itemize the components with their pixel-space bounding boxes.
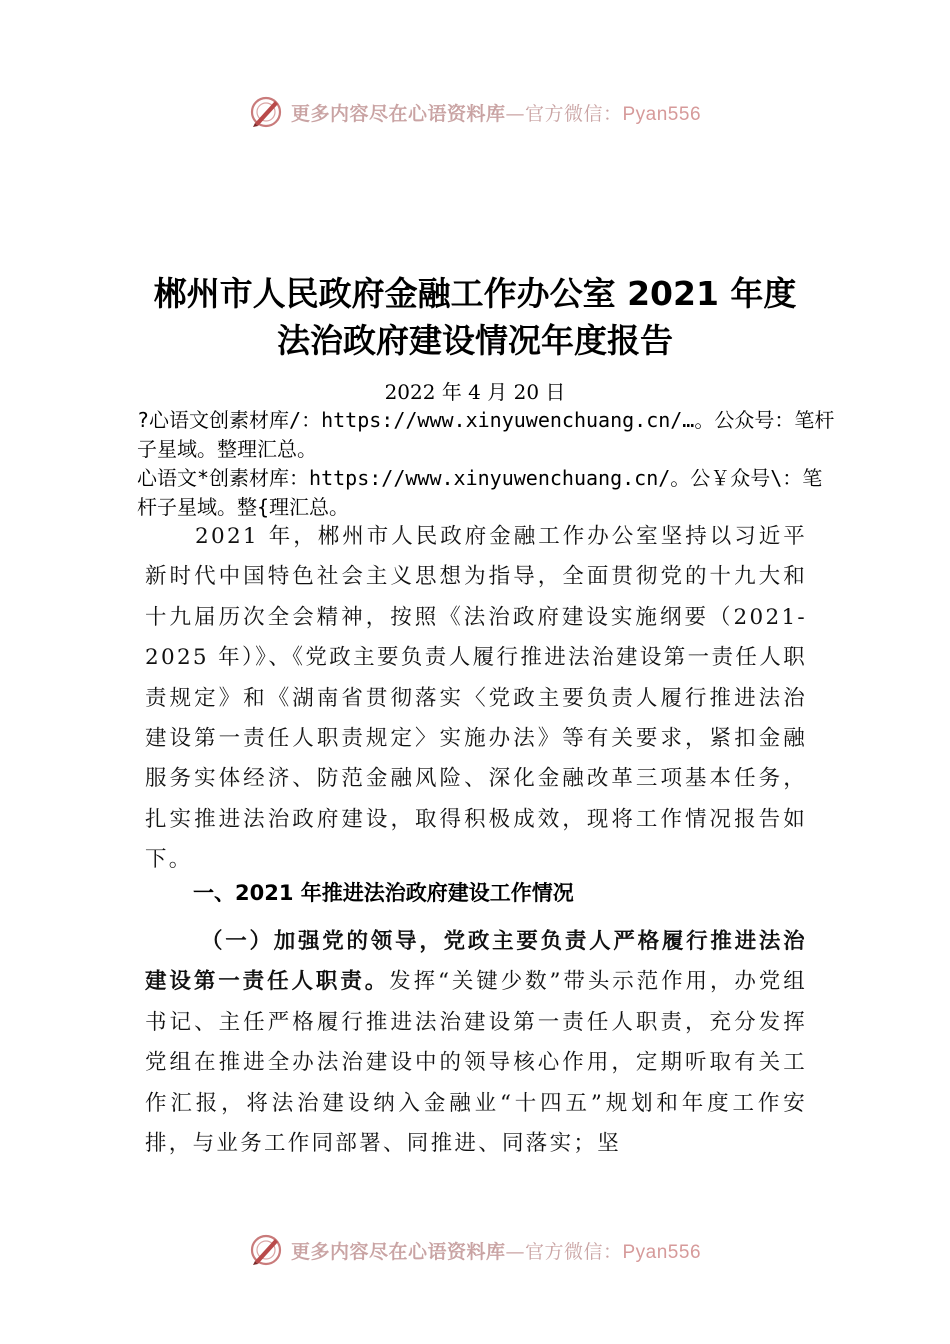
- section-heading-1: 一、2021 年推进法治政府建设工作情况: [193, 881, 574, 905]
- footer-watermark: [0, 1233, 950, 1273]
- pen-circle-logo-icon: [249, 95, 283, 129]
- watermark-separator-text: —官方微信：: [505, 1240, 623, 1263]
- source-note-2: 心语文*创素材库：https://www.xinyuwenchuang.cn/。公￥众号\：笔杆子星域。整{理汇总。: [137, 466, 823, 519]
- source-note-1: ?心语文创素材库/：https://www.xinyuwenchuang.cn/…。公众号：笔杆子星域。整理汇总。: [137, 408, 835, 461]
- subsection-paragraph-1: [145, 922, 807, 1164]
- watermark-main-text: 更多内容尽在心语资料库: [290, 102, 506, 125]
- header-watermark: [0, 95, 950, 135]
- document-title-line-1: 郴州市人民政府金融工作办公室 2021 年度: [153, 274, 797, 313]
- watermark-main-text: 更多内容尽在心语资料库: [290, 1240, 506, 1263]
- subsection-body-1: 发挥“关键少数”带头示范作用，办党组书记、主任严格履行推进法治建设第一责任人职责，充分发挥党组在推进全办法治建设中的领导核心作用，定期听取有关工作汇报，将法治建设纳入金融业“十四五”规划和年度工作安排，与业务工作同部署、同推进、同落实；坚: [145, 969, 807, 1157]
- document-date: 2022 年 4 月 20 日: [384, 380, 566, 404]
- watermark-separator-text: —官方微信：: [505, 102, 623, 125]
- watermark-wechat-id: Pyan556: [622, 1241, 702, 1263]
- subsection-heading-1: （一）加强党的领导，党政主要负责人严格履行推进法治建设第一责任人职责。: [145, 929, 807, 995]
- intro-paragraph: 2021 年，郴州市人民政府金融工作办公室坚持以习近平新时代中国特色社会主义思想为指导，全面贯彻党的十九大和十九届历次全会精神，按照《法治政府建设实施纲要（2021-2025 年）》、《党政主要负责人履行推进法治建设第一责任人职责规定》和《湖南省贯彻落实〈党政主要负责人履行推进法治建设第一责任人职责规定〉实施办法》等有关要求，紧扣金融服务实体经济、防范金融风险、深化金融改革三项基本任务，扎实推进法治政府建设，取得积极成效，现将工作情况报告如下。: [145, 524, 807, 873]
- pen-circle-logo-icon: [249, 1233, 283, 1267]
- document-title-line-2: 法治政府建设情况年度报告: [277, 321, 673, 360]
- watermark-wechat-id: Pyan556: [622, 103, 702, 125]
